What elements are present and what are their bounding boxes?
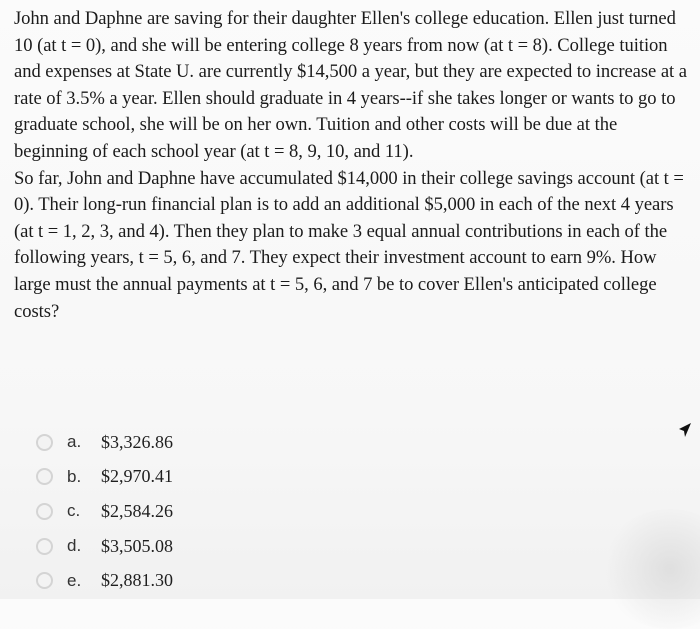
photo-shade: [600, 509, 700, 629]
question-text: [14, 6, 690, 325]
answer-option-b[interactable]: [36, 460, 336, 495]
option-value: $2,881.30: [101, 570, 173, 591]
answer-options: [36, 425, 336, 598]
option-value: $3,505.08: [101, 535, 173, 556]
radio-button[interactable]: [36, 468, 53, 485]
radio-button[interactable]: [36, 538, 53, 555]
option-letter: e.: [67, 570, 82, 590]
answer-option-c[interactable]: [36, 494, 336, 529]
answer-option-a[interactable]: [36, 425, 336, 460]
option-letter: c.: [67, 501, 81, 521]
option-letter: d.: [67, 536, 82, 556]
question-paragraph-2: So far, John and Daphne have accumulated $14,000 in their college savings account (at t = 0). Their long-run financial plan is to add an additional $5,000 in each of the next 4 years (at t = 1, 2, 3, and 4). Then they plan to make 3 equal annual contributions in each of the following years, t = 5, 6, and 7. They expect their investment account to earn 9%. How large must the annual payments at t = 5, 6, and 7 be to cover Ellen's anticipated college costs?: [14, 167, 684, 322]
radio-button[interactable]: [36, 503, 53, 520]
option-value: $2,584.26: [101, 500, 173, 521]
arrow-cursor-icon: [674, 421, 694, 441]
radio-button[interactable]: [36, 572, 53, 589]
radio-button[interactable]: [36, 434, 53, 451]
option-value: $3,326.86: [101, 431, 173, 452]
option-letter: b.: [67, 466, 82, 486]
answer-option-d[interactable]: [36, 529, 336, 564]
option-value: $2,970.41: [101, 466, 173, 487]
answer-option-e[interactable]: [36, 563, 336, 598]
option-letter: a.: [67, 432, 82, 452]
question-paragraph-1: John and Daphne are saving for their daughter Ellen's college education. Ellen just turned 10 (at t = 0), and she will be entering college 8 years from now (at t = 8). College tuition and expenses at State U. are currently $14,500 a year, but they are expected to increase at a rate of 3.5% a year. Ellen should graduate in 4 years--if she takes longer or wants to go to graduate school, she will be on her own. Tuition and other costs will be due at the beginning of each school year (at t = 8, 9, 10, and 11).: [14, 8, 687, 162]
